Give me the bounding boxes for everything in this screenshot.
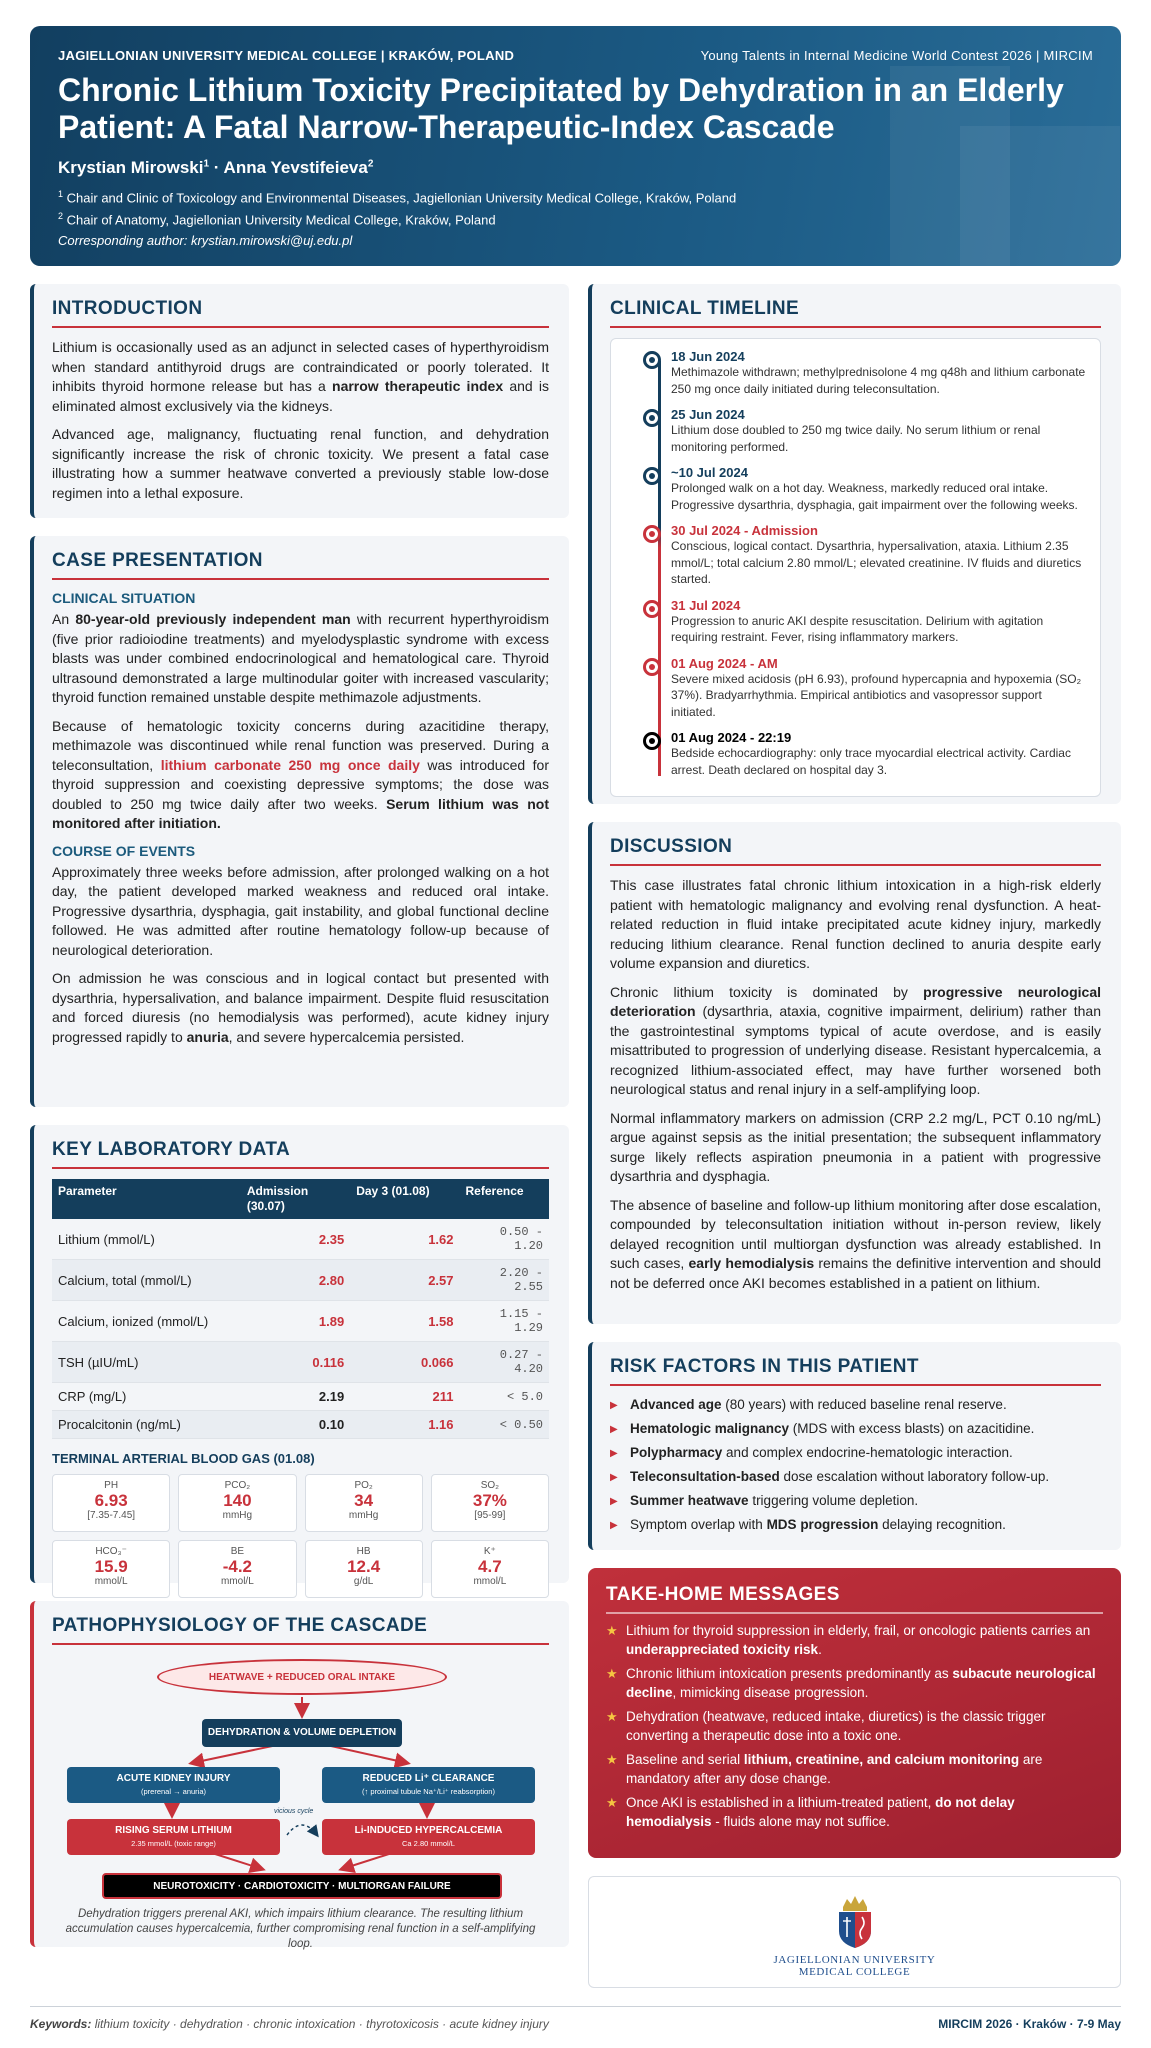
cascade-diagram [52,1655,549,1905]
table-cell: 1.89 [241,1301,350,1342]
node-serum-lithium-sub: 2.35 mmol/L (toxic range) [131,1839,216,1848]
clinical-timeline-section [588,284,1121,804]
discussion-section [588,822,1121,1324]
abg-value: 6.93 [94,1491,128,1510]
timeline-text: Prolonged walk on a hot day. Weakness, markedly reduced oral intake. Progressive dysarthria, dysphagia, gait impairment over the following weeks. [671,481,1078,512]
discussion-paragraph-1: This case illustrates fatal chronic lithium intoxication in a high-risk elderly patient with hematologic malignancy and evolving renal dysfunction. A heat-related reduction in fluid intake precipitated acute kidney injury, markedly reducing lithium clearance. Renal function declined to anuria despite early volume expansion and diuretics. [610,877,1101,971]
timeline-text: Severe mixed acidosis (pH 6.93), profound hypercapnia and hypoxemia (SO₂ 37%). Bradyarrhythmia. Empirical antibiotics and vasopressor support initiated. [671,671,1082,719]
affiliation-2-text: Chair of Anatomy, Jagiellonian University Medical College, Kraków, Poland [66,212,496,228]
title-line-1: Chronic Lithium Toxicity Precipitated by Dehydration in an Elderly [58,72,1064,108]
table-cell: 0.50 - 1.20 [460,1219,549,1260]
take-home-text: . [818,1641,822,1657]
take-home-text: underappreciated toxicity risk [626,1641,819,1657]
table-cell: 0.066 [350,1342,459,1383]
section-title: RISK FACTORS IN THIS PATIENT [610,1356,1101,1386]
affiliation-1-sup: 1 [58,189,64,199]
node-hypercalcemia-sub: Ca 2.80 mmol/L [402,1839,455,1848]
pathophysiology-caption: Dehydration triggers prerenal AKI, which impairs lithium clearance. The resulting lithium accumulation causes hypercalcemia, further compromising renal function in a self-amplifying loop. [65,1908,536,1950]
table-cell: Calcium, total (mmol/L) [52,1260,241,1301]
table-cell: 211 [350,1383,459,1411]
discussion-paragraph-4: The absence of baseline and follow-up lithium monitoring after dose escalation, compounded by teleconsultation initiation without in-person review, likely delayed recognition until multiorgan dysfunction was already established. In such cases, early hemodialysis remains the definitive intervention and should not be deferred once AKI becomes established in a patient on lithium. [610,1196,1102,1291]
risk-item [610,1396,1101,1414]
risk-item-pre: Symptom overlap with [630,1517,767,1532]
abg-unit: [7.35-7.45] [87,1510,136,1521]
node-aki-label: ACUTE KIDNEY INJURY [116,1773,231,1784]
risk-list [610,1396,1101,1534]
timeline-item [671,656,1088,721]
case-paragraph-3: Approximately three weeks before admission, after prolonged walking on a hot day, the patient developed marked weakness and reduced oral intake. Progressive dysarthria, dysphagia, gait instability, and global functional decline followed. He was admitted after routine hematology follow-up because of neurological deterioration. [52,863,549,958]
timeline-date: 01 Aug 2024 - AM [671,655,778,671]
node-serum-lithium-label: RISING SERUM LITHIUM [115,1825,232,1836]
abg-label: PCO₂ [224,1480,251,1491]
take-home-item [606,1622,1103,1659]
column-header: Parameter [52,1179,241,1219]
table-cell: 2.57 [350,1260,459,1301]
risk-item-text: (MDS with excess blasts) on azacitidine. [789,1421,1035,1436]
timeline-item [671,349,1088,397]
table-cell: Lithium (mmol/L) [52,1219,241,1260]
keywords-list: lithium toxicity · dehydration · chronic intoxication · thyrotoxicosis · acute kidney injury [91,2017,549,2031]
take-home-text: - fluids alone may not suffice. [711,1813,890,1829]
risk-item [610,1468,1101,1486]
introduction-section [30,284,569,518]
affiliation-1 [58,189,736,205]
pathophysiology-section [30,1601,569,1950]
node-dehydration: DEHYDRATION & VOLUME DEPLETION [202,1719,402,1747]
timeline-dot-icon [643,467,661,485]
table-cell: Calcium, ionized (mmol/L) [52,1301,241,1342]
abg-grid [52,1474,549,1598]
timeline-text: Progression to anuric AKI despite resuscitation. Delirium with agitation requiring restraint. Fever, rising inflammatory markers. [671,613,1044,644]
abg-unit: mmol/L [94,1576,128,1587]
section-title: INTRODUCTION [52,298,549,328]
case-presentation-section [30,536,569,1107]
column-header: Admission (30.07) [241,1179,350,1219]
case-paragraph-1: An 80-year-old previously independent man with recurrent hyperthyroidism (five prior radioiodine treatments) and myelodysplastic syndrome with excess blasts was under combined endocrinological and hematological care. Thyroid ultrasound demonstrated a large multinodular goiter with increased vascularity; thyroid function remained unstable despite methimazole adjustments. [52,611,550,705]
table-cell: 1.15 - 1.29 [460,1301,549,1342]
table-row [52,1301,549,1342]
abg-cell [431,1540,549,1598]
risk-item-bold: Teleconsultation-based [630,1469,780,1484]
lab-data-section [30,1125,569,1587]
lab-table [52,1179,549,1439]
risk-item [610,1444,1101,1462]
timeline-text: Bedside echocardiography: only trace myocardial electrical activity. Cardiac arrest. Death declared on hospital day 3. [671,746,1071,777]
node-outcome: NEUROTOXICITY · CARDIOTOXICITY · MULTIORGAN FAILURE [102,1873,502,1899]
keywords-label: Keywords: [30,2017,92,2031]
table-row [52,1383,549,1411]
section-title: CLINICAL TIMELINE [610,298,1101,328]
abg-unit: g/dL [353,1576,374,1587]
discussion-paragraph-3: Normal inflammatory markers on admission (CRP 2.2 mg/L, PCT 0.10 ng/mL) argue against sepsis as the initial presentation; the subsequent inflammatory surge likely reflects aspiration pneumonia in a patient with progressive dysarthria and dysphagia. [610,1109,1101,1184]
risk-item-bold: Hematologic malignancy [630,1421,790,1436]
discussion-paragraph-2: Chronic lithium toxicity is dominated by progressive neurological deterioration (dysarthria, ataxia, cognitive impairment, delirium) rather than the gastrointestinal symptoms typical of acute overdose, and is easily misattributed to progression of underlying disease. Resistant hypercalcemia, a recognized lithium-associated effect, may have further worsened both neurological status and renal injury in a self-amplifying loop. [610,983,1101,1097]
author-2: Anna Yevstifeieva [223,158,368,177]
node-hypercalcemia-label: Li-INDUCED HYPERCALCEMIA [354,1825,503,1836]
abg-label: SO₂ [480,1480,500,1491]
timeline-box [610,338,1101,797]
timeline-date: 18 Jun 2024 [671,349,745,364]
table-cell: 2.80 [241,1260,350,1301]
node-serum-lithium [67,1819,280,1855]
conference-info: MIRCIM 2026 · Kraków · 7-9 May [938,2017,1121,2031]
abg-unit: [95-99] [474,1510,506,1521]
risk-item [610,1516,1101,1534]
risk-factors-section [588,1342,1121,1550]
table-cell: 0.10 [241,1411,350,1439]
node-heatwave: HEATWAVE + REDUCED ORAL INTAKE [157,1659,447,1695]
timeline-dot-icon [643,732,661,750]
logo-card [588,1876,1121,1988]
abg-label: BE [230,1546,245,1557]
risk-item-text: and complex endocrine-hematologic interaction. [722,1445,1013,1460]
timeline-item [671,598,1088,646]
abg-unit: mmol/L [473,1576,507,1587]
take-home-text: , mimicking disease progression. [672,1684,869,1700]
abg-cell [52,1474,170,1532]
table-cell: 2.35 [241,1219,350,1260]
column-header: Reference [460,1179,549,1219]
abg-value: 37% [472,1491,507,1510]
column-header: Day 3 (01.08) [350,1179,459,1219]
timeline-item [671,730,1088,778]
node-aki-sub: (prerenal → anuria) [140,1787,207,1796]
affiliation-2-sup: 2 [58,211,64,221]
case-paragraph-4: On admission he was conscious and in logical contact but presented with dysarthria, hypersalivation, and balance impairment. Despite fluid resuscitation and forced diuresis (no hemodialysis was performed), acute kidney injury progressed rapidly to anuria, and severe hypercalcemia persisted. [52,970,549,1045]
table-cell: Procalcitonin (ng/mL) [52,1411,241,1439]
take-home-text: do not delay hemodialysis [626,1795,1015,1829]
table-cell: 2.19 [241,1383,350,1411]
author-1-sup: 1 [203,158,210,170]
table-row [52,1411,549,1439]
affiliation-2 [58,211,496,227]
university-logo-text [589,1954,1120,1978]
abg-cell [52,1540,170,1598]
table-cell: 1.16 [350,1411,459,1439]
abg-value: 4.7 [478,1557,502,1576]
table-cell: 0.116 [241,1342,350,1383]
institution-line: JAGIELLONIAN UNIVERSITY MEDICAL COLLEGE | KRAKÓW, POLAND [58,48,515,63]
timeline-dot-icon [643,600,661,618]
risk-item [610,1492,1101,1510]
take-home-text: Once AKI is established in a lithium-treated patient, [626,1795,936,1810]
abg-value: -4.2 [222,1557,253,1576]
logo-line-2: MEDICAL COLLEGE [798,1966,911,1978]
author-2-sup: 2 [367,158,374,170]
section-title: KEY LABORATORY DATA [52,1139,549,1169]
table-cell: TSH (µIU/mL) [52,1342,241,1383]
abg-value: 15.9 [94,1557,128,1576]
abg-label: HB [356,1546,371,1557]
table-cell: 0.27 - 4.20 [460,1342,549,1383]
abg-cell [178,1540,296,1598]
timeline-date: 25 Jun 2024 [671,407,745,422]
vicious-cycle-label: vicious cycle [274,1808,314,1815]
timeline-dot-icon [643,351,661,369]
abg-cell [305,1540,423,1598]
node-hypercalcemia [322,1819,535,1855]
author-separator: · [209,158,224,177]
take-home-item [606,1794,1103,1831]
table-cell: < 0.50 [460,1411,549,1439]
abg-label: HCO₃⁻ [95,1546,127,1557]
table-row [52,1342,549,1383]
risk-item [610,1420,1101,1438]
header-decoration [960,126,1120,266]
abg-unit: mmHg [348,1510,379,1521]
timeline-dot-icon [643,658,661,676]
section-title: CASE PRESENTATION [52,550,549,580]
take-home-text: Lithium for thyroid suppression in elderly, frail, or oncologic patients carries an [626,1623,1091,1638]
subsection-title: COURSE OF EVENTS [52,842,196,859]
risk-item-text: dose escalation without laboratory follow-up. [779,1469,1050,1484]
table-cell: 1.62 [350,1219,459,1260]
section-title: DISCUSSION [610,836,1101,866]
take-home-section [588,1568,1121,1858]
logo-line-1: JAGIELLONIAN UNIVERSITY [773,1954,936,1966]
risk-item-bold: Advanced age [630,1397,722,1412]
table-header-row [52,1179,549,1219]
node-clearance [322,1767,535,1803]
abg-unit: mmol/L [220,1576,254,1587]
risk-item-text: triggering volume depletion. [748,1493,919,1508]
take-home-text: Baseline and serial [626,1752,744,1767]
timeline-item [671,465,1088,513]
poster-footer [30,2006,1121,2031]
take-home-text: subacute neurological decline [626,1666,1096,1700]
case-paragraph-2: Because of hematologic toxicity concerns during azacitidine therapy, methimazole was discontinued while renal function was preserved. During a teleconsultation, lithium carbonate 250 mg once daily was introduced for thyroid suppression and coexisting depressive symptoms; the dose was doubled to 250 mg twice daily after two weeks. Serum lithium was not monitored after initiation. [52,717,549,831]
risk-item-text: delaying recognition. [878,1517,1006,1532]
abg-label: PH [104,1480,119,1491]
timeline-text: Lithium dose doubled to 250 mg twice daily. No serum lithium or renal monitoring performed. [671,423,1041,454]
title-line-2: Patient: A Fatal Narrow-Therapeutic-Index Cascade [58,109,835,145]
author-1: Krystian Mirowski [58,158,204,177]
table-cell: 2.20 - 2.55 [460,1260,549,1301]
keywords [30,2017,549,2031]
affiliation-1-text: Chair and Clinic of Toxicology and Environmental Diseases, Jagiellonian University Medical College, Kraków, Poland [66,190,737,206]
timeline-date: 30 Jul 2024 - Admission [671,523,818,538]
poster-header [30,26,1121,266]
node-clearance-sub: (↑ proximal tubule Na⁺/Li⁺ reabsorption) [362,1787,495,1796]
abg-cell [305,1474,423,1532]
risk-item-bold: Polypharmacy [630,1445,723,1460]
subsection-title: CLINICAL SITUATION [52,590,196,606]
intro-paragraph-2: Advanced age, malignancy, fluctuating renal function, and dehydration significantly increase the risk of chronic toxicity. We present a fatal case illustrating how a summer heatwave converted a previously stable low-dose regimen into a lethal exposure. [52,426,549,501]
abg-cell [178,1474,296,1532]
table-row [52,1260,549,1301]
take-home-item [606,1708,1103,1745]
risk-item-text: (80 years) with reduced baseline renal reserve. [721,1397,1007,1412]
timeline-dot-icon [643,525,661,543]
risk-item-bold: MDS progression [766,1517,879,1532]
timeline-dot-icon [643,409,661,427]
take-home-list [606,1622,1103,1831]
abg-label: PO₂ [354,1480,373,1491]
abg-title: TERMINAL ARTERIAL BLOOD GAS (01.08) [52,1451,315,1466]
poster-title [58,72,1068,146]
table-cell: CRP (mg/L) [52,1383,241,1411]
take-home-item [606,1665,1103,1702]
section-title: PATHOPHYSIOLOGY OF THE CASCADE [52,1615,549,1645]
section-title: TAKE-HOME MESSAGES [606,1584,1103,1614]
timeline-date: ~10 Jul 2024 [671,465,748,480]
abg-cell [431,1474,549,1532]
contest-line: Young Talents in Internal Medicine World Contest 2026 | MIRCIM [700,48,1093,63]
timeline-item [671,407,1088,455]
take-home-text: lithium, creatinine, and calcium monitoring [743,1752,1020,1767]
take-home-text: Dehydration (heatwave, reduced intake, diuretics) is the classic trigger converting a therapeutic dose into a toxic one. [626,1709,1046,1743]
header-top-bar [58,48,1093,63]
timeline-item [671,523,1088,588]
risk-item-bold: Summer heatwave [630,1493,749,1508]
take-home-text: Chronic lithium intoxication presents predominantly as [626,1666,953,1681]
timeline-text: Methimazole withdrawn; methylprednisolone 4 mg q48h and lithium carbonate 250 mg once daily initiated during teleconsultation. [671,365,1086,396]
take-home-text: are mandatory after any dose change. [626,1752,1043,1786]
university-crest-icon [835,1893,875,1949]
abg-unit: mmHg [222,1510,253,1521]
abg-value: 34 [354,1491,374,1510]
authors [58,158,373,178]
abg-value: 12.4 [347,1557,381,1576]
intro-paragraph-1: Lithium is occasionally used as an adjunct in selected cases of hyperthyroidism when standard antithyroid drugs are contraindicated or poorly tolerated. It inhibits thyroid hormone release but has a narrow therapeutic index and is eliminated almost exclusively via the kidneys. [52,339,549,414]
table-cell: < 5.0 [460,1383,549,1411]
abg-label: K⁺ [483,1546,496,1557]
table-row [52,1219,549,1260]
corresponding-author: Corresponding author: krystian.mirowski@uj.edu.pl [58,233,353,248]
timeline-date: 01 Aug 2024 - 22:19 [671,730,792,745]
abg-value: 140 [223,1491,252,1510]
timeline-text: Conscious, logical contact. Dysarthria, hypersalivation, ataxia. Lithium 2.35 mmol/L; total calcium 2.80 mmol/L; elevated creatinine. IV fluids and diuretics started. [671,539,1082,586]
take-home-item [606,1751,1103,1788]
node-aki [67,1767,280,1803]
node-clearance-label: REDUCED Li⁺ CLEARANCE [362,1773,495,1784]
timeline-date: 31 Jul 2024 [671,597,741,613]
table-cell: 1.58 [350,1301,459,1342]
